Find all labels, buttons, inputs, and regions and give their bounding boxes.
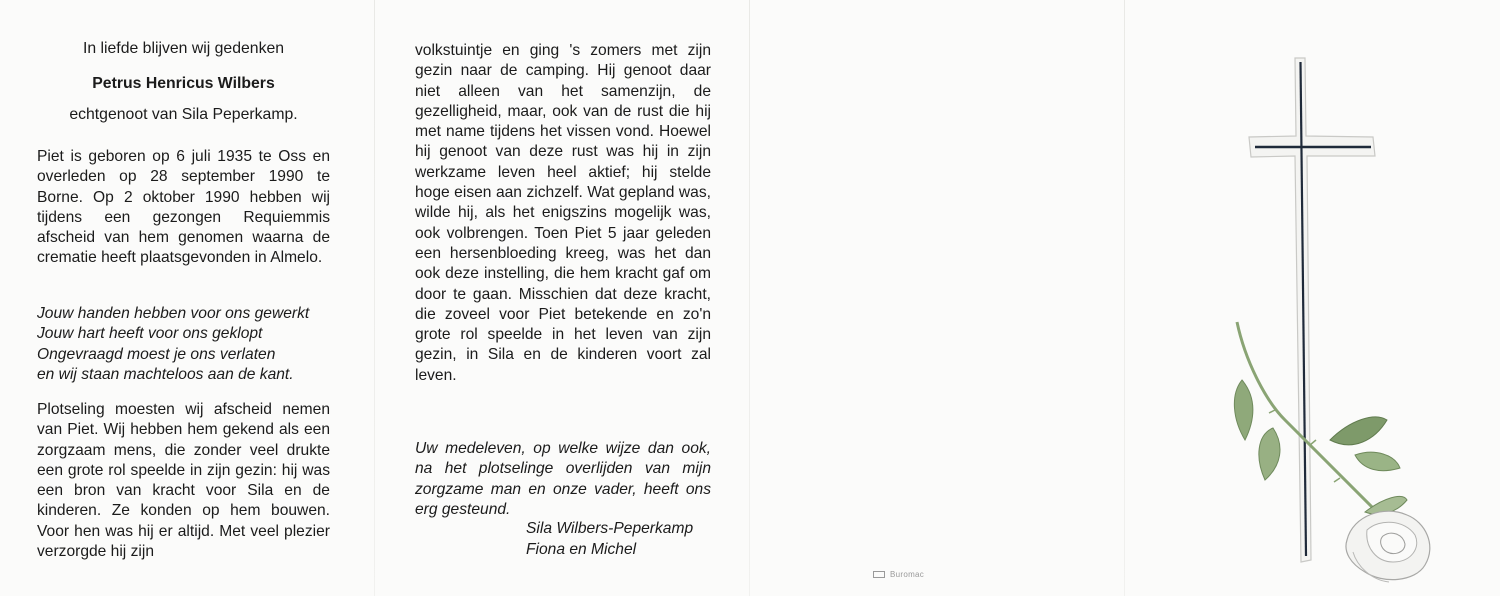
signature-1: Sila Wilbers-Peperkamp <box>526 520 694 537</box>
leaf-icon <box>1330 417 1387 445</box>
poem-line: Ongevraagd moest je ons verlaten <box>37 345 276 363</box>
spouse-line: echtgenoot van Sila Peperkamp. <box>69 106 298 123</box>
panel-front <box>1125 0 1500 596</box>
thanks-paragraph: Uw medeleven, op welke wijze dan ook, na het plotselinge overlijden van mijn zorgzame man en onze vader, heeft ons erg gesteund. <box>415 440 711 518</box>
leaf-icon <box>1259 428 1280 480</box>
poem-line: en wij staan machteloos aan de kant. <box>37 365 294 383</box>
cross-illustration <box>1125 0 1500 596</box>
intro-line: In liefde blijven wij gedenken <box>82 40 285 57</box>
poem-line: Jouw hart heeft voor ons geklopt <box>37 325 263 343</box>
bio-paragraph: Piet is geboren op 6 juli 1935 te Oss en overleden op 28 september 1990 te Borne. Op 2 oktober 1990 hebben wij tijdens een gezongen Requiemmis afscheid van hem genomen waarna de crematie heeft plaatsgevonden in Almelo. <box>37 148 330 267</box>
tribute-paragraph: Plotseling moesten wij afscheid nemen van Piet. Wij hebben hem gekend als een zorgzaam mens, die zonder veel drukte een grote rol speelde in zijn gezin: hij was een bron van kracht voor Sila en de kinderen. Ze konden op hem bouwen. Voor hen was hij er altijd. Met veel plezier verzorgde hij zijn <box>37 401 330 561</box>
printer-mark <box>873 570 924 579</box>
leaf-icon <box>1355 452 1400 470</box>
panel-left <box>0 0 375 596</box>
panel-middle <box>375 0 750 596</box>
deceased-name: Petrus Henricus Wilbers <box>92 75 275 92</box>
poem-line: Jouw handen hebben voor ons gewerkt <box>37 305 310 322</box>
poem <box>37 304 330 385</box>
continuation-paragraph: volkstuintje en ging 's zomers met zijn gezin naar de camping. Hij genoot daar niet alleen van het samenzijn, de gezelligheid, maar, ook van de rust die hij met name tijdens het vissen vond. Hoewel hij genoot van deze rust was hij in zijn werkzame leven heel aktief; hij stelde hoge eisen aan zichzelf. Wat gepland was, wilde hij, als het enigszins mogelijk was, ook volbrengen. Toen Piet 5 jaar geleden een hersenbloeding kreeg, was het dan ook deze instelling, die hem kracht gaf om door te gaan. Misschien dat deze kracht, die zoveel voor Piet betekende en zo'n grote rol speelde in het leven van zijn gezin, in Sila en de kinderen voort zal leven. <box>415 42 711 384</box>
printer-name: Buromac <box>890 570 925 579</box>
printer-logo-icon <box>873 571 885 578</box>
panel-back <box>750 0 1125 596</box>
signature-2: Fiona en Michel <box>526 541 637 558</box>
cross-outline-icon <box>1249 58 1375 562</box>
leaf-icon <box>1234 380 1253 440</box>
rose-icon <box>1346 511 1430 582</box>
